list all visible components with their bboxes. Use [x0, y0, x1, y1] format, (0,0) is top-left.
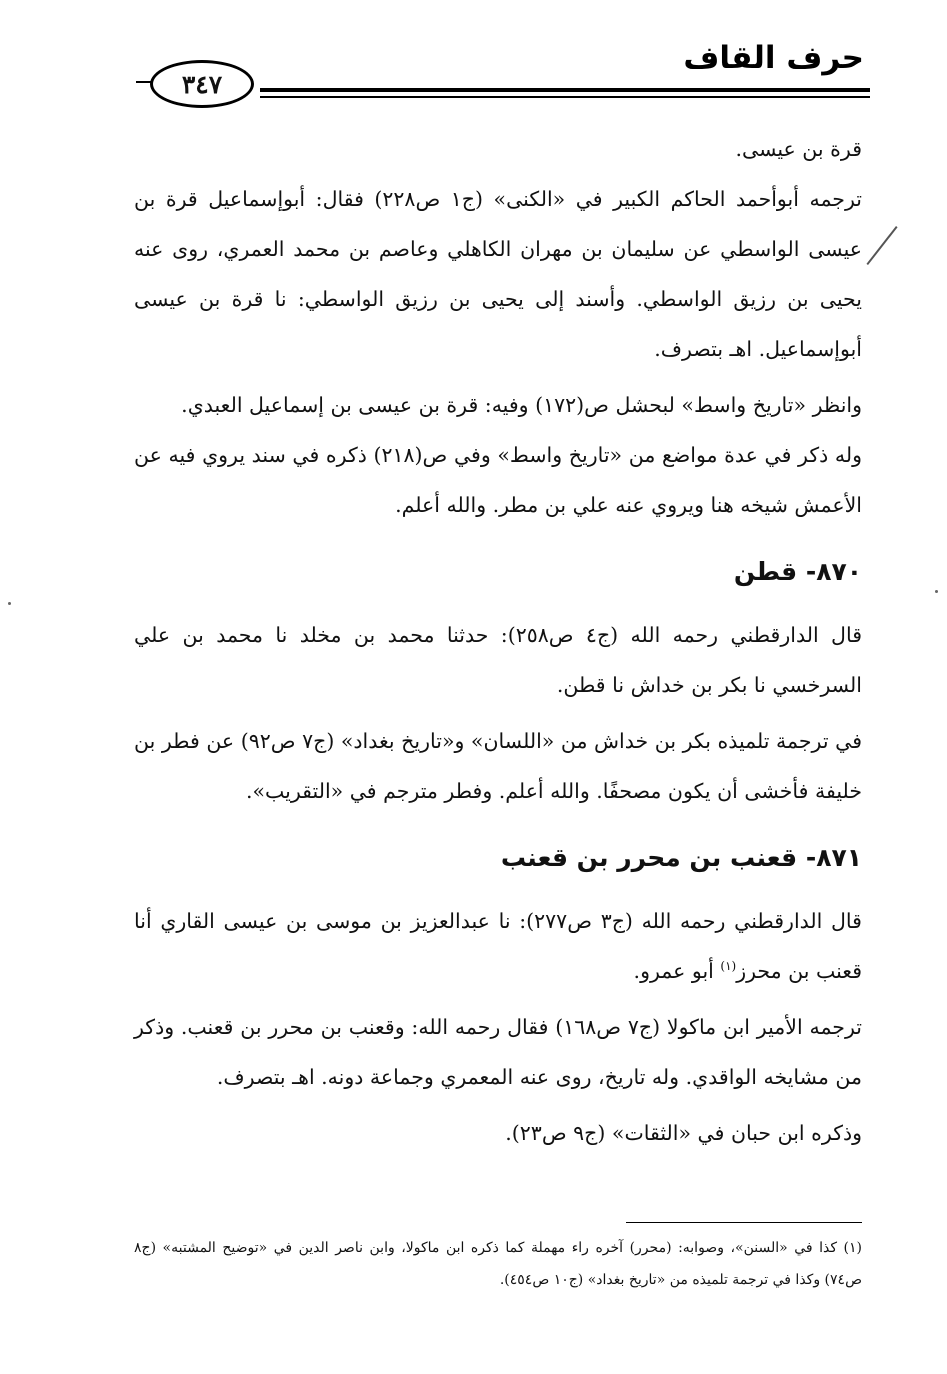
paragraph: في ترجمة تلميذه بكر بن خداش من «اللسان» و«تاريخ بغداد» (ج٧ ص٩٢) عن فطر بن خليفة فأخشى أن يكون مصحفًا. والله أعلم. وفطر مترجم في «التقريب». — [134, 729, 862, 803]
page-header — [150, 40, 870, 110]
footnote — [134, 1232, 862, 1296]
entry-heading-870: ٨٧٠- قطن — [733, 557, 862, 586]
paragraph: وله ذكر في عدة مواضع من «تاريخ واسط» وفي ص(٢١٨) ذكره في سند يروي فيه عن الأعمش شيخه هنا ويروي عنه علي بن مطر. والله أعلم. — [134, 443, 862, 517]
paragraph: قرة بن عيسى. — [735, 137, 862, 161]
footnote-text: كذا في «السنن»، وصوابه: (محرر) آخره راء مهملة كما ذكره ابن ماكولا، وابن ناصر الدين في «توضيح المشتبه» (ج٨ ص٧٤) وكذا في ترجمة تلميذه من «تاريخ بغداد» (ج١٠ ص٤٥٤). — [134, 1240, 862, 1288]
paragraph: ترجمه أبوأحمد الحاكم الكبير في «الكنى» (ج١ ص٢٢٨) فقال: أبوإسماعيل قرة بن عيسى الواسطي عن سليمان بن مهران الكاهلي وعاصم بن محمد العمري، روى عنه يحيى بن رزيق الواسطي. وأسند إلى يحيى بن رزيق الواسطي: نا قرة بن عيسى أبوإسماعيل. اهـ بتصرف. — [134, 187, 862, 361]
running-title: حرف القاف — [683, 40, 864, 76]
paragraph: قال الدارقطني رحمه الله (ج٤ ص٢٥٨): حدثنا محمد بن مخلد نا محمد بن علي السرخسي نا بكر بن خداش نا قطن. — [134, 623, 862, 697]
footnote-separator — [626, 1222, 862, 1223]
entry-heading-871: ٨٧١- قعنب بن محرر بن قعنب — [500, 843, 862, 872]
footnote-reference[interactable]: (١) — [720, 959, 737, 974]
page-number: ٣٤٧ — [150, 60, 254, 108]
paragraph-text: قال الدارقطني رحمه الله (ج٣ ص٢٧٧): نا عبدالعزيز بن موسى بن عيسى القاري أنا قعنب بن محرز — [134, 909, 862, 983]
header-rule-thin — [260, 96, 870, 98]
paragraph: وانظر «تاريخ واسط» لبحشل ص(١٧٢) وفيه: قرة بن عيسى بن إسماعيل العبدي. — [181, 393, 862, 417]
paragraph: وذكره ابن حبان في «الثقات» (ج٩ ص٢٣). — [505, 1121, 862, 1145]
margin-pencil-mark — [866, 226, 897, 265]
page-body — [134, 124, 862, 1164]
header-rule-thick — [260, 88, 870, 92]
paragraph-text: أبو عمرو. — [633, 959, 721, 983]
paragraph: ترجمه الأمير ابن ماكولا (ج٧ ص١٦٨) فقال رحمه الله: وقعنب بن محرر بن قعنب. وذكر من مشايخه الواقدي. وله تاريخ، روى عنه المعمري وجماعة دونه. اهـ بتصرف. — [134, 1015, 862, 1089]
scan-speck — [8, 602, 11, 605]
paragraph — [134, 896, 862, 996]
footnote-marker: (١) — [843, 1240, 863, 1256]
scan-speck — [935, 590, 938, 593]
